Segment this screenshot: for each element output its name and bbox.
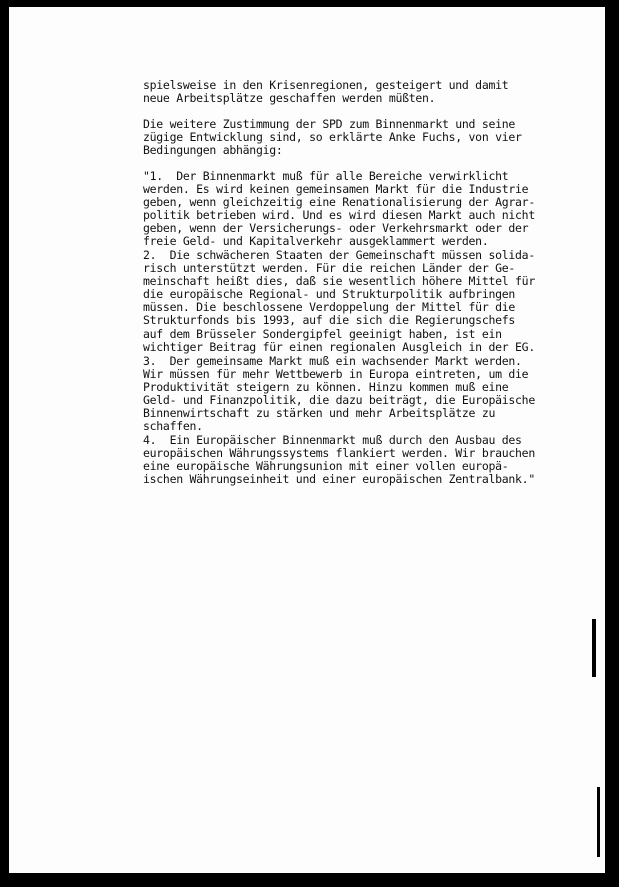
text-line: Bedingungen abhängig: [143,143,283,158]
document-page [9,7,605,873]
text-line: risch unterstützt werden. Für die reichen Länder der Ge- [143,261,516,276]
text-line: müssen. Die beschlossene Verdoppelung der Mittel für die [143,300,516,315]
text-line: geben, wenn der Versicherungs- oder Verkehrsmarkt oder der [143,221,529,236]
text-line: Strukturfonds bis 1993, auf die sich die Regierungschefs [143,313,516,328]
text-line: zügige Entwicklung sind, so erklärte Anke Fuchs, von vier [143,130,522,145]
scan-edge-mark [592,619,596,677]
text-line: ischen Währungseinheit und einer europäischen Zentralbank." [143,472,535,487]
text-line: werden. Es wird keinen gemeinsamen Markt für die Industrie [143,182,529,197]
text-line: Produktivität steigern zu können. Hinzu kommen muß eine [143,380,509,395]
text-line: spielsweise in den Krisenregionen, gesteigert und damit [143,78,509,92]
text-line: freie Geld- und Kapitalverkehr ausgeklammert werden. [143,234,489,249]
text-line: Binnenwirtschaft zu stärken und mehr Arbeitsplätze zu [143,406,496,421]
text-line: auf dem Brüsseler Sondergipfel geeinigt haben, ist ein [143,326,502,341]
text-line: schaffen. [143,419,203,434]
text-line: wichtiger Beitrag für einen regionalen Ausgleich in der EG. [143,339,535,354]
text-line: Die weitere Zustimmung der SPD zum Binnenmarkt und seine [143,117,516,131]
paragraph-condition-4 [143,434,578,486]
text-line: 4. Ein Europäischer Binnenmarkt muß durch den Ausbau des [143,433,522,447]
paragraph-condition-1 [143,170,578,249]
text-line: eine europäische Währungsunion mit einer vollen europä- [143,459,509,474]
text-line: die europäische Regional- und Strukturpolitik aufbringen [143,287,516,302]
text-line: "1. Der Binnenmarkt muß für alle Bereiche verwirklicht [143,169,509,183]
text-line: europäischen Währungssystems flankiert werden. Wir brauchen [143,446,535,461]
text-line: meinschaft heißt dies, daß sie wesentlich höhere Mittel für [143,274,535,289]
text-line: 2. Die schwächeren Staaten der Gemeinschaft müssen solida- [143,248,535,262]
text-line: geben, wenn gleichzeitig eine Renationalisierung der Agrar- [143,195,535,210]
paragraph-condition-3 [143,355,578,434]
text-line: politik betrieben wird. Und es wird diesen Markt auch nicht [143,208,535,223]
text-line: Geld- und Finanzpolitik, die dazu beiträgt, die Europäische [143,393,535,408]
paragraph-spd-conditions-intro [143,118,578,157]
text-line: neue Arbeitsplätze geschaffen werden müßten. [143,91,436,106]
text-line: 3. Der gemeinsame Markt muß ein wachsender Markt werden. [143,354,522,368]
paragraph-intro-continuation [143,79,578,105]
paragraph-condition-2 [143,249,578,354]
text-line: Wir müssen für mehr Wettbewerb in Europa eintreten, um die [143,367,529,382]
scan-edge-mark [597,787,600,857]
